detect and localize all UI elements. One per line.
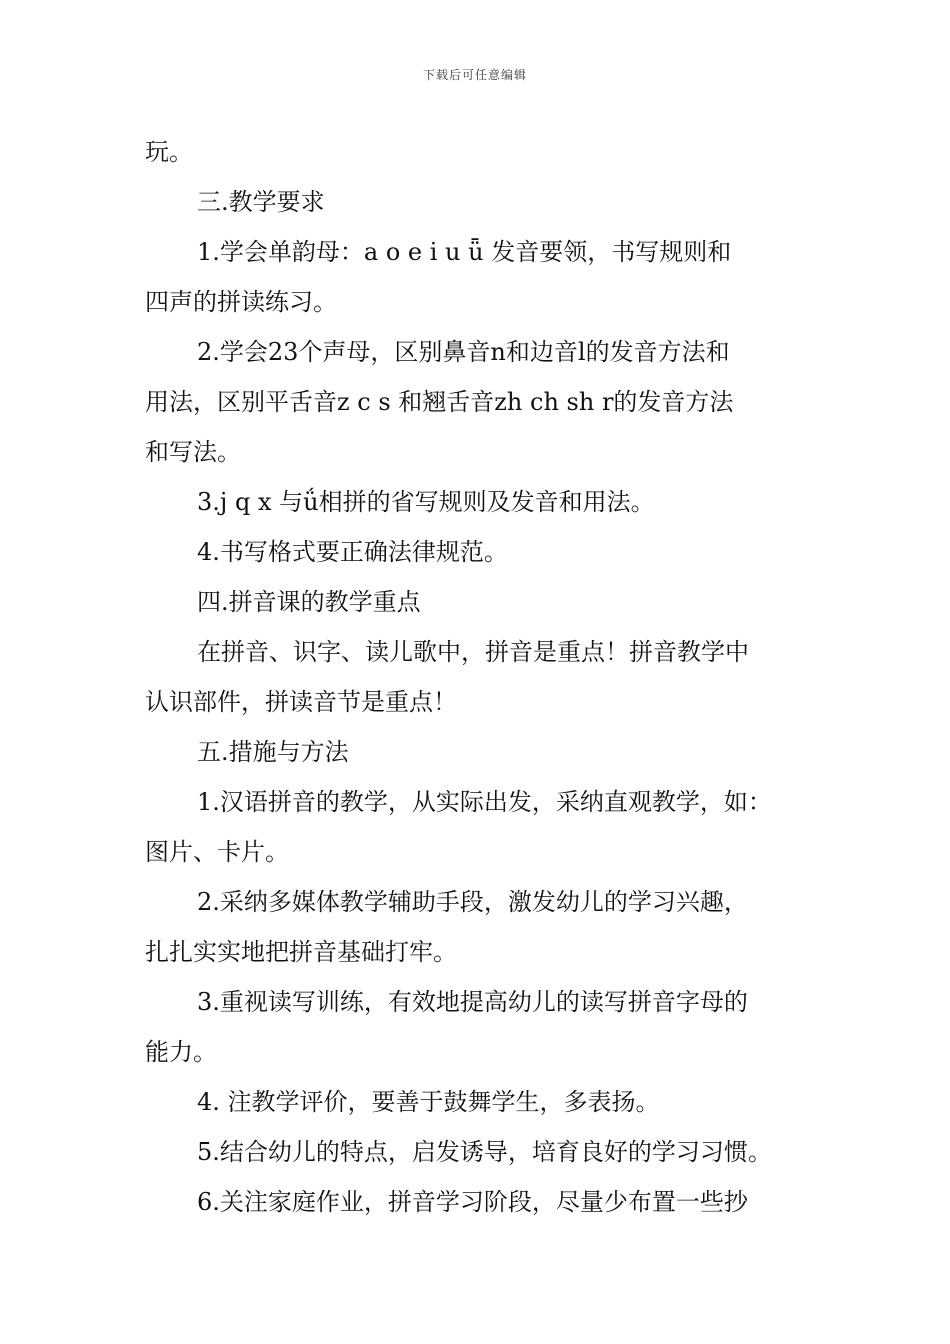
section-heading: 五.措施与方法 <box>197 738 349 766</box>
text-line: 2.学会23个声母，区别鼻音n和边音l的发音方法和 <box>197 338 730 366</box>
text-line: 6.关注家庭作业，拼音学习阶段，尽量少布置一些抄 <box>197 1188 748 1216</box>
text-line: 玩。 <box>145 138 193 166</box>
text-line: 在拼音、识字、读儿歌中，拼音是重点！拼音教学中 <box>197 638 749 666</box>
text-line: 3.重视读写训练，有效地提高幼儿的读写拼音字母的 <box>197 988 748 1016</box>
text-line: 扎扎实实地把拼音基础打牢。 <box>145 938 457 966</box>
text-line: 能力。 <box>145 1038 217 1066</box>
text-line: 3.j q x 与ǘ相拼的省写规则及发音和用法。 <box>197 488 655 516</box>
text-line: 用法，区别平舌音z c s 和翘舌音zh ch sh r的发音方法 <box>145 388 734 416</box>
text-line: 图片、卡片。 <box>145 838 289 866</box>
text-line: 1.学会单韵母：a o e i u ǖ 发音要领，书写规则和 <box>197 238 732 266</box>
text-line: 5.结合幼儿的特点，启发诱导，培育良好的学习习惯。 <box>197 1138 772 1166</box>
text-line: 4.书写格式要正确法律规范。 <box>197 538 508 566</box>
section-heading: 三.教学要求 <box>197 188 325 216</box>
text-line: 四声的拼读练习。 <box>145 288 337 316</box>
document-body <box>145 127 815 1227</box>
text-line: 2.采纳多媒体教学辅助手段，激发幼儿的学习兴趣， <box>197 888 748 916</box>
section-heading: 四.拼音课的教学重点 <box>197 588 421 616</box>
text-line: 1.汉语拼音的教学，从实际出发，采纳直观教学，如： <box>197 788 772 816</box>
text-line: 认识部件，拼读音节是重点！ <box>145 688 457 716</box>
text-line: 4. 注教学评价，要善于鼓舞学生，多表扬。 <box>197 1088 660 1116</box>
text-line: 和写法。 <box>145 438 241 466</box>
page-header: 下载后可任意编辑 <box>422 68 527 82</box>
